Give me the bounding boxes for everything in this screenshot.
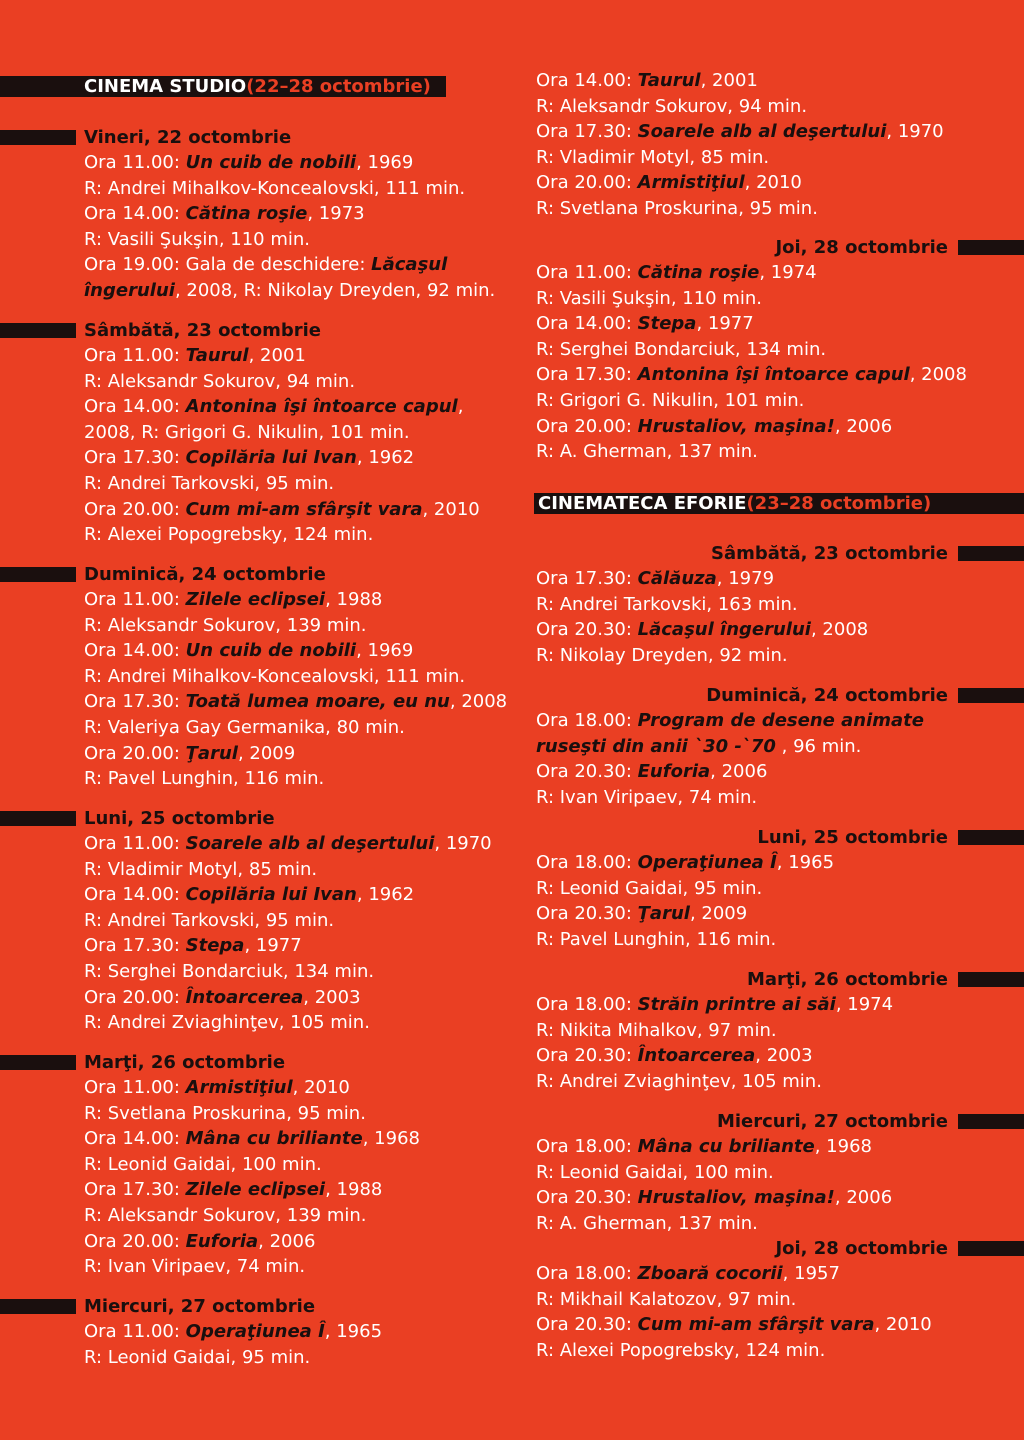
schedule-line bbox=[536, 1018, 777, 1044]
film-details: , 1965 bbox=[776, 852, 835, 873]
schedule-line bbox=[84, 587, 382, 613]
schedule-line bbox=[84, 1101, 366, 1127]
director-text: R: Pavel Lunghin, 116 min. bbox=[84, 768, 325, 790]
day-marker-bar bbox=[0, 1299, 76, 1314]
schedule-line bbox=[536, 1185, 892, 1211]
schedule-line bbox=[84, 985, 361, 1011]
director-text: R: Vladimir Motyl, 85 min. bbox=[84, 858, 318, 880]
venue-header bbox=[534, 493, 1024, 514]
film-details: , 2008 bbox=[909, 364, 967, 386]
schedule-line bbox=[84, 1254, 305, 1280]
director-text: R: Serghei Bondarciuk, 134 min. bbox=[84, 961, 375, 982]
film-details: , 1962 bbox=[356, 884, 415, 906]
day-marker-bar bbox=[958, 1114, 1024, 1129]
schedule-line bbox=[84, 1075, 350, 1101]
schedule-line bbox=[84, 1177, 382, 1203]
schedule-line bbox=[536, 94, 807, 120]
schedule-line bbox=[84, 150, 413, 176]
film-details: , bbox=[457, 396, 464, 418]
schedule-line bbox=[84, 471, 334, 497]
screening-time: Ora 20.30: bbox=[536, 903, 638, 925]
schedule-line bbox=[536, 992, 893, 1018]
screening-time: Ora 18.00: bbox=[536, 710, 638, 731]
screening-time: Ora 20.00: bbox=[84, 1230, 186, 1252]
film-title: Mâna cu briliante bbox=[185, 1128, 363, 1150]
screening-time: Ora 20.30: bbox=[536, 619, 638, 641]
film-title: Zilele eclipsei bbox=[185, 589, 326, 610]
day-label: Duminică, 24 octombrie bbox=[84, 564, 326, 585]
schedule-line bbox=[536, 1211, 758, 1237]
film-title: Armistiţiul bbox=[637, 172, 745, 194]
day-heading bbox=[0, 319, 520, 343]
director-text: R: Aleksandr Sokurov, 94 min. bbox=[536, 95, 808, 117]
film-title: Armistiţiul bbox=[185, 1077, 293, 1098]
schedule-line bbox=[84, 201, 365, 227]
schedule-line bbox=[84, 1229, 315, 1255]
film-title: Stepa bbox=[637, 313, 697, 335]
director-text: R: Leonid Gaidai, 95 min. bbox=[536, 877, 763, 899]
screening-time: Ora 20.00: bbox=[84, 986, 186, 1008]
venue-header bbox=[0, 76, 446, 97]
film-details: , 2008 bbox=[449, 691, 508, 713]
schedule-line bbox=[536, 337, 826, 363]
director-text: R: Aleksandr Sokurov, 94 min. bbox=[84, 370, 356, 392]
director-text: R: Vasili Şukşin, 110 min. bbox=[84, 228, 311, 250]
film-title: Soarele alb al deşertului bbox=[185, 833, 435, 854]
schedule-line bbox=[536, 1043, 813, 1069]
screening-time: Ora 17.30: bbox=[84, 1179, 186, 1201]
screening-time: Ora 17.30: bbox=[84, 447, 186, 469]
film-details: , 2006 bbox=[710, 761, 768, 783]
venue-dates: (23–28 octombrie) bbox=[746, 493, 932, 514]
film-details: , 2006 bbox=[834, 1187, 893, 1209]
screening-time: Ora 20.00: bbox=[536, 415, 638, 437]
day-marker-bar bbox=[0, 567, 76, 582]
director-text: R: Vasili Şukşin, 110 min. bbox=[536, 287, 763, 309]
day-marker-bar bbox=[958, 546, 1024, 561]
film-title: Lăcaşul îngerului bbox=[637, 619, 811, 641]
film-title: Cătina roşie bbox=[185, 203, 308, 225]
director-text: R: Grigori G. Nikulin, 101 min. bbox=[536, 390, 805, 411]
screening-time: Ora 17.30: bbox=[84, 691, 186, 713]
schedule-line bbox=[536, 286, 762, 312]
screening-time: Ora 18.00: bbox=[536, 1136, 638, 1157]
schedule-line bbox=[84, 664, 465, 690]
director-text: R: A. Gherman, 137 min. bbox=[536, 441, 758, 463]
film-title: Hrustaliov, maşina! bbox=[637, 415, 835, 437]
schedule-line bbox=[84, 420, 410, 446]
film-details: , 2003 bbox=[303, 986, 361, 1008]
screening-time: Ora 20.00: bbox=[536, 172, 638, 194]
screening-time: Ora 14.00: bbox=[84, 640, 186, 662]
screening-time: Ora 14.00: bbox=[84, 203, 186, 225]
day-heading bbox=[530, 236, 1024, 260]
day-label: Marţi, 26 octombrie bbox=[84, 1052, 286, 1073]
schedule-line bbox=[536, 566, 774, 592]
film-details: , 1957 bbox=[782, 1263, 840, 1284]
director-text: R: Valeriya Gay Germanika, 80 min. bbox=[84, 717, 405, 738]
schedule-line bbox=[84, 1345, 310, 1371]
film-title: Zboară cocorii bbox=[637, 1263, 783, 1284]
film-details: , 1969 bbox=[356, 640, 414, 662]
director-text: R: Leonid Gaidai, 95 min. bbox=[84, 1346, 311, 1368]
director-text: R: Andrei Mihalkov-Koncealovski, 111 min. bbox=[84, 665, 466, 687]
schedule-line bbox=[84, 369, 355, 395]
schedule-line bbox=[84, 882, 414, 908]
film-title: Soarele alb al deşertului bbox=[637, 121, 887, 143]
film-details: , 1973 bbox=[307, 203, 365, 225]
screening-time: Ora 11.00: bbox=[84, 1077, 186, 1098]
director-text: R: Mikhail Kalatozov, 97 min. bbox=[536, 1288, 797, 1310]
director-text: R: A. Gherman, 137 min. bbox=[536, 1212, 758, 1234]
schedule-line bbox=[536, 311, 754, 337]
screening-time: Ora 14.00: bbox=[84, 1128, 186, 1150]
schedule-line bbox=[84, 715, 405, 741]
director-text: R: Aleksandr Sokurov, 139 min. bbox=[84, 614, 367, 636]
schedule-line bbox=[536, 1338, 825, 1364]
schedule-line bbox=[84, 638, 413, 664]
day-heading bbox=[0, 1295, 520, 1319]
director-text: R: Vladimir Motyl, 85 min. bbox=[536, 146, 770, 168]
film-title: Euforia bbox=[185, 1230, 259, 1252]
film-title: Întoarcerea bbox=[637, 1045, 756, 1067]
film-details: , 2010 bbox=[744, 172, 802, 194]
film-details: , 96 min. bbox=[775, 735, 862, 757]
film-title: Hrustaliov, maşina! bbox=[637, 1187, 835, 1209]
film-details: , 2010 bbox=[422, 498, 480, 520]
screening-time: Ora 11.00: bbox=[84, 152, 186, 173]
venue-name: CINEMATECA EFORIE bbox=[538, 493, 747, 514]
director-text: R: Leonid Gaidai, 100 min. bbox=[536, 1161, 774, 1183]
screening-time: Ora 19.00: Gala de deschidere: bbox=[84, 254, 372, 276]
film-title: Euforia bbox=[637, 761, 711, 783]
venue-name: CINEMA STUDIO bbox=[84, 76, 247, 97]
schedule-line bbox=[84, 1126, 420, 1152]
day-marker-bar bbox=[0, 811, 76, 826]
schedule-line bbox=[84, 445, 414, 471]
schedule-line bbox=[84, 959, 374, 985]
day-marker-bar bbox=[958, 688, 1024, 703]
day-label: Vineri, 22 octombrie bbox=[84, 127, 292, 148]
schedule-line bbox=[84, 613, 367, 639]
schedule-line bbox=[84, 252, 447, 278]
schedule-line bbox=[84, 741, 295, 767]
film-details: , 1970 bbox=[886, 121, 944, 143]
schedule-line bbox=[536, 617, 868, 643]
day-heading bbox=[530, 968, 1024, 992]
right-column bbox=[530, 0, 1024, 1440]
film-details: , 1974 bbox=[759, 262, 817, 283]
schedule-line bbox=[84, 908, 334, 934]
day-marker-bar bbox=[0, 130, 76, 145]
schedule-line bbox=[536, 876, 762, 902]
screening-time: Ora 20.30: bbox=[536, 1045, 638, 1067]
film-details: , 2001 bbox=[248, 345, 306, 366]
film-title: ruseşti din anii `30 -`70 bbox=[536, 735, 776, 757]
schedule-line bbox=[536, 1312, 932, 1338]
director-text: R: Andrei Tarkovski, 95 min. bbox=[84, 473, 335, 494]
film-details: , 1974 bbox=[835, 994, 894, 1015]
film-details: , 1979 bbox=[716, 568, 775, 589]
day-marker-bar bbox=[958, 830, 1024, 845]
director-text: R: Andrei Tarkovski, 95 min. bbox=[84, 909, 335, 931]
schedule-line bbox=[84, 278, 495, 304]
director-text: R: Ivan Viripaev, 74 min. bbox=[536, 786, 758, 808]
day-heading bbox=[530, 684, 1024, 708]
film-details: , 1977 bbox=[696, 313, 754, 335]
film-details: , 2006 bbox=[834, 415, 893, 437]
film-title: Taurul bbox=[185, 345, 249, 366]
schedule-line bbox=[536, 196, 818, 222]
schedule-line bbox=[536, 119, 944, 145]
schedule-line bbox=[536, 1069, 822, 1095]
schedule-line bbox=[84, 831, 492, 857]
schedule-line bbox=[536, 145, 769, 171]
director-text: R: Serghei Bondarciuk, 134 min. bbox=[536, 338, 827, 360]
day-marker-bar bbox=[958, 240, 1024, 255]
film-details: , 2006 bbox=[258, 1230, 316, 1252]
screening-time: Ora 11.00: bbox=[84, 345, 186, 366]
schedule-line bbox=[536, 901, 747, 927]
film-title: Antonina îşi întoarce capul bbox=[185, 396, 458, 418]
day-marker-bar bbox=[0, 1055, 76, 1070]
schedule-line bbox=[536, 388, 804, 414]
film-title: Taurul bbox=[637, 70, 701, 91]
film-details: , 1962 bbox=[356, 447, 415, 469]
schedule-line bbox=[536, 260, 817, 286]
film-details: , 2008, R: Nikolay Dreyden, 92 min. bbox=[174, 280, 496, 301]
film-title: Ţarul bbox=[185, 742, 238, 764]
day-heading bbox=[530, 542, 1024, 566]
screening-time: Ora 11.00: bbox=[84, 833, 186, 854]
film-details: , 2009 bbox=[689, 903, 748, 925]
screening-time: Ora 14.00: bbox=[84, 884, 186, 906]
screening-time: Ora 20.30: bbox=[536, 761, 638, 783]
day-heading bbox=[0, 1051, 520, 1075]
schedule-line bbox=[536, 362, 967, 388]
director-text: R: Alexei Popogrebsky, 124 min. bbox=[536, 1339, 826, 1361]
film-details: , 1970 bbox=[434, 833, 492, 854]
schedule-line bbox=[536, 759, 767, 785]
film-details: , 1969 bbox=[356, 152, 414, 173]
film-details: , 1968 bbox=[814, 1136, 872, 1157]
day-label: Joi, 28 octombrie bbox=[775, 1238, 948, 1259]
screening-time: Ora 11.00: bbox=[84, 1321, 186, 1342]
director-text: R: Nikita Mihalkov, 97 min. bbox=[536, 1019, 777, 1041]
film-details: , 2001 bbox=[700, 70, 758, 91]
schedule-line bbox=[84, 857, 317, 883]
screening-time: Ora 18.00: bbox=[536, 852, 638, 873]
film-title: Străin printre ai săi bbox=[637, 994, 836, 1015]
film-title: Copilăria lui Ivan bbox=[185, 447, 357, 469]
film-title: Antonina îşi întoarce capul bbox=[637, 364, 910, 386]
film-details: , 2003 bbox=[755, 1045, 813, 1067]
schedule-line bbox=[536, 1134, 872, 1160]
director-text: R: Aleksandr Sokurov, 139 min. bbox=[84, 1205, 367, 1226]
screening-time: Ora 17.30: bbox=[536, 364, 638, 386]
day-marker-bar bbox=[958, 972, 1024, 987]
schedule-line bbox=[536, 927, 776, 953]
day-label: Miercuri, 27 octombrie bbox=[84, 1296, 316, 1317]
film-title: Lăcaşul bbox=[371, 254, 448, 276]
film-details: , 2010 bbox=[874, 1314, 932, 1336]
screening-time: Ora 17.30: bbox=[84, 935, 186, 957]
film-details: , 2009 bbox=[237, 742, 296, 764]
schedule-line bbox=[536, 439, 758, 465]
film-title: Întoarcerea bbox=[185, 986, 304, 1008]
day-label: Joi, 28 octombrie bbox=[775, 237, 948, 258]
director-text: R: Pavel Lunghin, 116 min. bbox=[536, 928, 777, 950]
schedule-line bbox=[84, 689, 507, 715]
screening-time: Ora 20.30: bbox=[536, 1187, 638, 1209]
schedule-line bbox=[536, 68, 758, 94]
schedule-line bbox=[536, 1287, 796, 1313]
day-marker-bar bbox=[958, 1241, 1024, 1256]
day-label: Miercuri, 27 octombrie bbox=[716, 1111, 948, 1132]
day-heading bbox=[530, 1237, 1024, 1261]
director-text: R: Svetlana Proskurina, 95 min. bbox=[536, 198, 818, 219]
film-details: , 2008 bbox=[810, 619, 869, 641]
film-details: , 1968 bbox=[362, 1128, 420, 1150]
screening-time: Ora 20.30: bbox=[536, 1314, 638, 1336]
schedule-line bbox=[84, 227, 310, 253]
day-label: Luni, 25 octombrie bbox=[84, 808, 275, 829]
film-title: îngerului bbox=[84, 280, 175, 301]
screening-time: Ora 14.00: bbox=[84, 396, 186, 418]
day-heading bbox=[530, 826, 1024, 850]
day-heading bbox=[530, 1110, 1024, 1134]
venue-dates: (22–28 octombrie) bbox=[246, 76, 431, 97]
screening-time: Ora 11.00: bbox=[536, 262, 638, 283]
day-label: Duminică, 24 octombrie bbox=[706, 685, 948, 706]
schedule-line bbox=[536, 1160, 774, 1186]
schedule-line bbox=[536, 734, 861, 760]
schedule-line bbox=[84, 176, 465, 202]
film-title: Program de desene animate bbox=[637, 710, 924, 731]
screening-time: Ora 14.00: bbox=[536, 313, 638, 335]
director-text: R: Andrei Tarkovski, 163 min. bbox=[536, 593, 798, 615]
film-details: , 1977 bbox=[244, 935, 302, 957]
day-heading bbox=[0, 563, 520, 587]
day-label: Sâmbătă, 23 octombrie bbox=[711, 543, 948, 564]
film-title: Mâna cu briliante bbox=[637, 1136, 815, 1157]
film-details: , 1988 bbox=[325, 589, 383, 610]
day-label: Luni, 25 octombrie bbox=[757, 827, 948, 848]
film-title: Copilăria lui Ivan bbox=[185, 884, 357, 906]
film-title: Cum mi-am sfârşit vara bbox=[637, 1314, 875, 1336]
director-text: 2008, R: Grigori G. Nikulin, 101 min. bbox=[84, 421, 410, 443]
director-text: R: Svetlana Proskurina, 95 min. bbox=[84, 1102, 366, 1124]
schedule-line bbox=[84, 1203, 367, 1229]
film-title: Ţarul bbox=[637, 903, 690, 925]
day-label: Sâmbătă, 23 octombrie bbox=[84, 320, 321, 341]
schedule-line bbox=[536, 1261, 840, 1287]
schedule-line bbox=[84, 933, 302, 959]
film-title: Un cuib de nobili bbox=[185, 640, 357, 662]
screening-time: Ora 14.00: bbox=[536, 70, 638, 91]
director-text: R: Nikolay Dreyden, 92 min. bbox=[536, 644, 788, 666]
schedule-line bbox=[84, 766, 324, 792]
schedule-line bbox=[84, 1152, 322, 1178]
screening-time: Ora 18.00: bbox=[536, 994, 638, 1015]
schedule-line bbox=[536, 708, 924, 734]
director-text: R: Alexei Popogrebsky, 124 min. bbox=[84, 524, 374, 546]
director-text: R: Leonid Gaidai, 100 min. bbox=[84, 1153, 322, 1175]
screening-time: Ora 11.00: bbox=[84, 589, 186, 610]
screening-time: Ora 20.00: bbox=[84, 498, 186, 520]
day-label: Marţi, 26 octombrie bbox=[746, 969, 948, 990]
screening-time: Ora 20.00: bbox=[84, 742, 186, 764]
schedule-line bbox=[84, 1319, 382, 1345]
director-text: R: Andrei Zviaghinţev, 105 min. bbox=[84, 1012, 370, 1034]
film-title: Călăuza bbox=[637, 568, 717, 589]
screening-time: Ora 18.00: bbox=[536, 1263, 638, 1284]
film-title: Cătina roşie bbox=[637, 262, 760, 283]
film-title: Un cuib de nobili bbox=[185, 152, 357, 173]
film-title: Operaţiunea Î bbox=[637, 852, 777, 873]
schedule-line bbox=[84, 1010, 370, 1036]
director-text: R: Ivan Viripaev, 74 min. bbox=[84, 1256, 306, 1278]
screening-time: Ora 17.30: bbox=[536, 121, 638, 143]
schedule-line bbox=[536, 643, 788, 669]
film-title: Cum mi-am sfârşit vara bbox=[185, 498, 423, 520]
schedule-line bbox=[536, 414, 892, 440]
schedule-line bbox=[536, 592, 798, 618]
schedule-line bbox=[84, 343, 306, 369]
day-marker-bar bbox=[0, 323, 76, 338]
schedule-line bbox=[536, 170, 802, 196]
screening-time: Ora 17.30: bbox=[536, 568, 638, 589]
film-details: , 1988 bbox=[325, 1179, 383, 1201]
film-title: Operaţiunea Î bbox=[185, 1321, 325, 1342]
day-heading bbox=[0, 807, 520, 831]
schedule-line bbox=[84, 497, 480, 523]
film-title: Stepa bbox=[185, 935, 245, 957]
film-details: , 2010 bbox=[292, 1077, 350, 1098]
director-text: R: Andrei Mihalkov-Koncealovski, 111 min. bbox=[84, 177, 466, 199]
schedule-line bbox=[536, 850, 834, 876]
film-title: Toată lumea moare, eu nu bbox=[185, 691, 450, 713]
schedule-line bbox=[536, 785, 757, 811]
film-details: , 1965 bbox=[324, 1321, 383, 1342]
director-text: R: Andrei Zviaghinţev, 105 min. bbox=[536, 1070, 822, 1092]
day-heading bbox=[0, 126, 520, 150]
film-title: Zilele eclipsei bbox=[185, 1179, 326, 1201]
schedule-line bbox=[84, 394, 463, 420]
schedule-line bbox=[84, 522, 373, 548]
